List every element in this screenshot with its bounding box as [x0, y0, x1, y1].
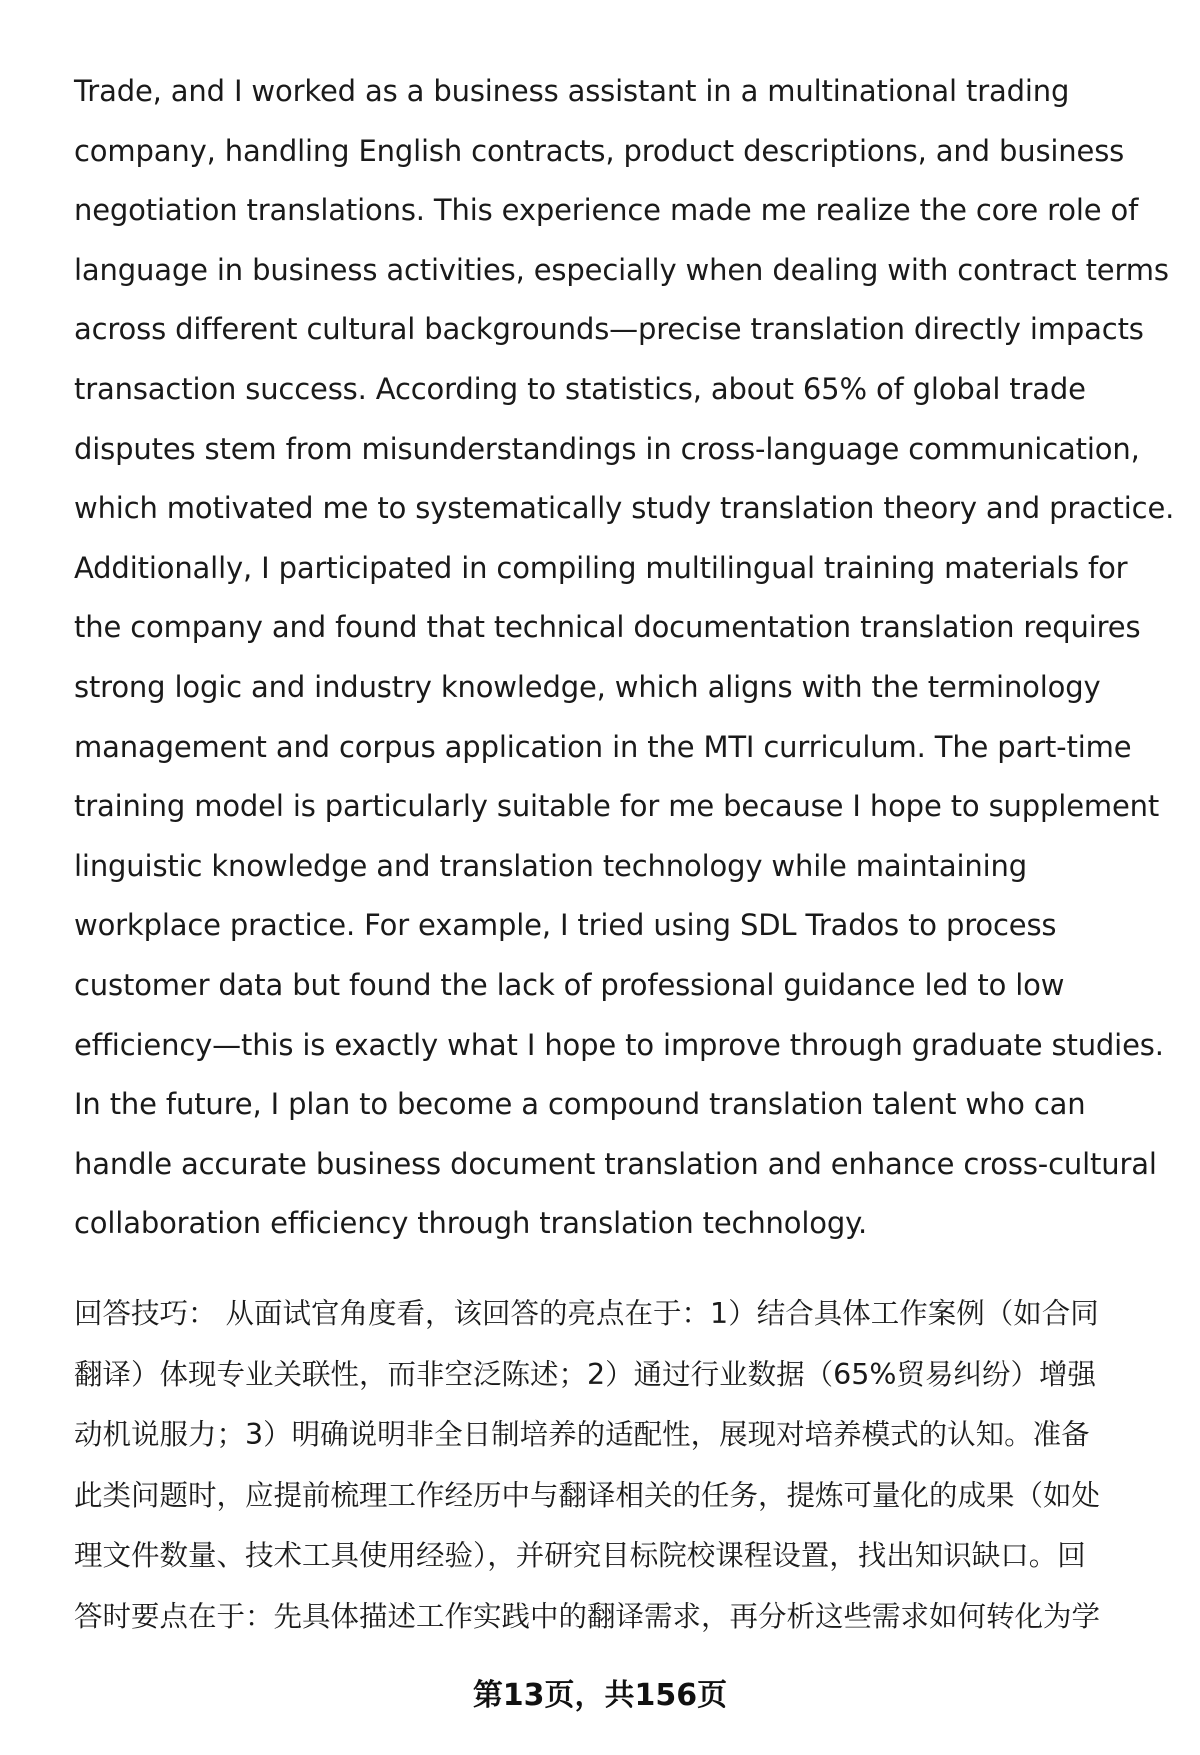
answer-line: workplace practice. For example, I tried using SDL Trados to process — [74, 908, 1057, 943]
tips-line: 答时要点在于：先具体描述工作实践中的翻译需求，再分析这些需求如何转化为学 — [74, 1599, 1101, 1633]
page-number: 第13页，共156页 — [472, 1678, 728, 1713]
answer-line: efficiency—this is exactly what I hope to improve through graduate studies. — [74, 1027, 1164, 1062]
answer-line: disputes stem from misunderstandings in cross-language communication, — [74, 431, 1140, 466]
answer-line: strong logic and industry knowledge, which aligns with the terminology — [74, 669, 1101, 704]
tips-line: 翻译）体现专业关联性，而非空泛陈述；2）通过行业数据（65%贸易纠纷）增强 — [74, 1357, 1096, 1391]
answer-line: negotiation translations. This experience made me realize the core role of — [74, 193, 1139, 228]
tips-line: 动机说服力；3）明确说明非全日制培养的适配性，展现对培养模式的认知。准备 — [74, 1418, 1090, 1451]
answer-line: the company and found that technical documentation translation requires — [74, 610, 1141, 645]
tips-line: 此类问题时，应提前梳理工作经历中与翻译相关的任务，提炼可量化的成果（如处 — [74, 1478, 1101, 1512]
answer-line: transaction success. According to statistics, about 65% of global trade — [74, 371, 1086, 406]
answer-line: language in business activities, especially when dealing with contract terms — [74, 252, 1169, 287]
answer-line: training model is particularly suitable for me because I hope to supplement — [74, 789, 1160, 824]
answer-line: customer data but found the lack of professional guidance led to low — [74, 967, 1065, 1002]
tips-line: 理文件数量、技术工具使用经验），并研究目标院校课程设置，找出知识缺口。回 — [74, 1539, 1086, 1572]
answer-paragraph — [74, 62, 1175, 1254]
answer-line: company, handling English contracts, product descriptions, and business — [74, 133, 1125, 168]
answer-line: Trade, and I worked as a business assistant in a multinational trading — [74, 74, 1070, 108]
answer-line: Additionally, I participated in compiling multilingual training materials for — [74, 550, 1128, 585]
tips-line: 回答技巧： 从面试官角度看，该回答的亮点在于：1）结合具体工作案例（如合同 — [74, 1297, 1099, 1330]
answer-line: which motivated me to systematically study translation theory and practice. — [74, 491, 1175, 526]
answer-line: linguistic knowledge and translation technology while maintaining — [74, 848, 1028, 883]
answer-tips-paragraph — [74, 1284, 1154, 1647]
answer-line: management and corpus application in the MTI curriculum. The part-time — [74, 729, 1132, 764]
answer-line: In the future, I plan to become a compound translation talent who can — [74, 1087, 1086, 1122]
answer-line: across different cultural backgrounds—precise translation directly impacts — [74, 312, 1144, 347]
answer-line: handle accurate business document translation and enhance cross-cultural — [74, 1146, 1157, 1181]
answer-line: collaboration efficiency through translation technology. — [74, 1206, 868, 1241]
